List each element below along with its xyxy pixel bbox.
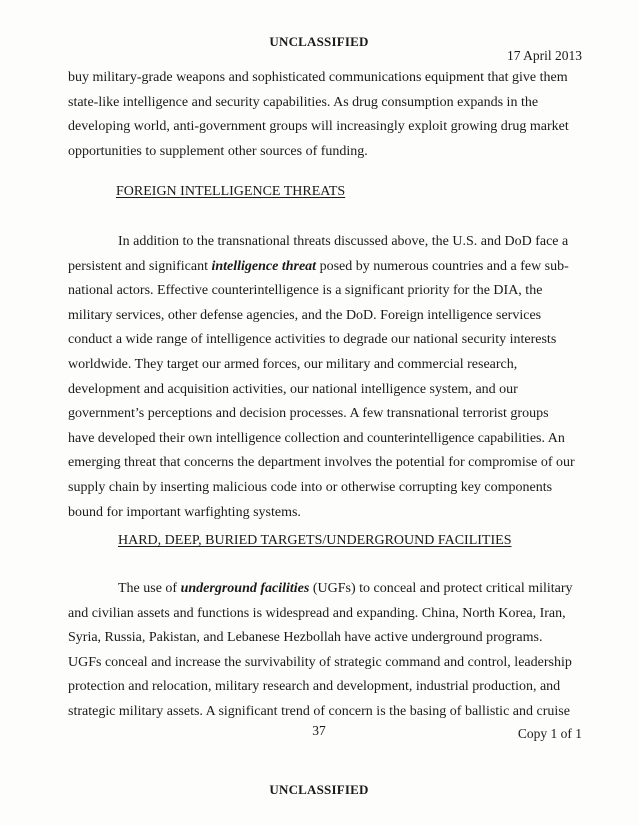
paragraph-text: buy military-grade weapons and sophisticated communications equipment that give them state-like intelligence and security capabilities. As drug consumption expands in the developing world, anti-government groups will increasingly exploit growing drug market opportunities to supplement other sources of funding. (68, 70, 569, 159)
copy-count: Copy 1 of 1 (517, 726, 582, 741)
emphasis-intelligence-threat: intelligence threat (211, 258, 317, 274)
paragraph-text-start: The use of (118, 581, 181, 596)
emphasis-underground-facilities: underground facilities (180, 581, 310, 596)
paragraph-text (68, 230, 578, 525)
paragraph-continuation (68, 66, 578, 164)
paragraph-text (68, 577, 578, 725)
paragraph-underground-facilities (68, 577, 578, 725)
top-classification-marking: UNCLASSIFIED (269, 34, 369, 49)
document-date: 17 April 2013 (506, 48, 582, 63)
paragraph-text-start: In addition to the transnational threats discussed above, the U.S. and DoD face a persistent and significant (68, 234, 569, 274)
paragraph-text-rest: posed by numerous countries and a few sub-national actors. Effective counterintelligence is a significant priority for the DIA, the military services, other defense agencies, and the DoD. Foreign intelligence services conduct a wide range of intelligence activities to degrade our national security interests worldwide. They target our armed forces, our military and commercial research, development and acquisition activities, our national intelligence system, and our government’s perceptions and decision processes. A few transnational terrorist groups have developed their own intelligence collection and counterintelligence capabilities. An emerging threat that concerns the department involves the potential for compromise of our supply chain by inserting malicious code into or otherwise corrupting key components bound for important warfighting systems. (68, 258, 575, 520)
page-number: 37 (312, 723, 326, 738)
section-heading-underground-facilities: HARD, DEEP, BURIED TARGETS/UNDERGROUND FACILITIES (118, 533, 512, 548)
paragraph-foreign-intelligence (68, 230, 578, 525)
section-heading-foreign-intelligence: FOREIGN INTELLIGENCE THREATS (116, 184, 346, 199)
bottom-classification-marking: UNCLASSIFIED (269, 782, 369, 797)
paragraph-text-rest: (UGFs) to conceal and protect critical military and civilian assets and functions is widespread and expanding. China, North Korea, Iran, Syria, Russia, Pakistan, and Lebanese Hezbollah have active underground programs. UGFs conceal and increase the survivability of strategic command and control, leadership protection and relocation, military research and development, industrial production, and strategic military assets. A significant trend of concern is the basing of ballistic and cruise (68, 581, 573, 719)
